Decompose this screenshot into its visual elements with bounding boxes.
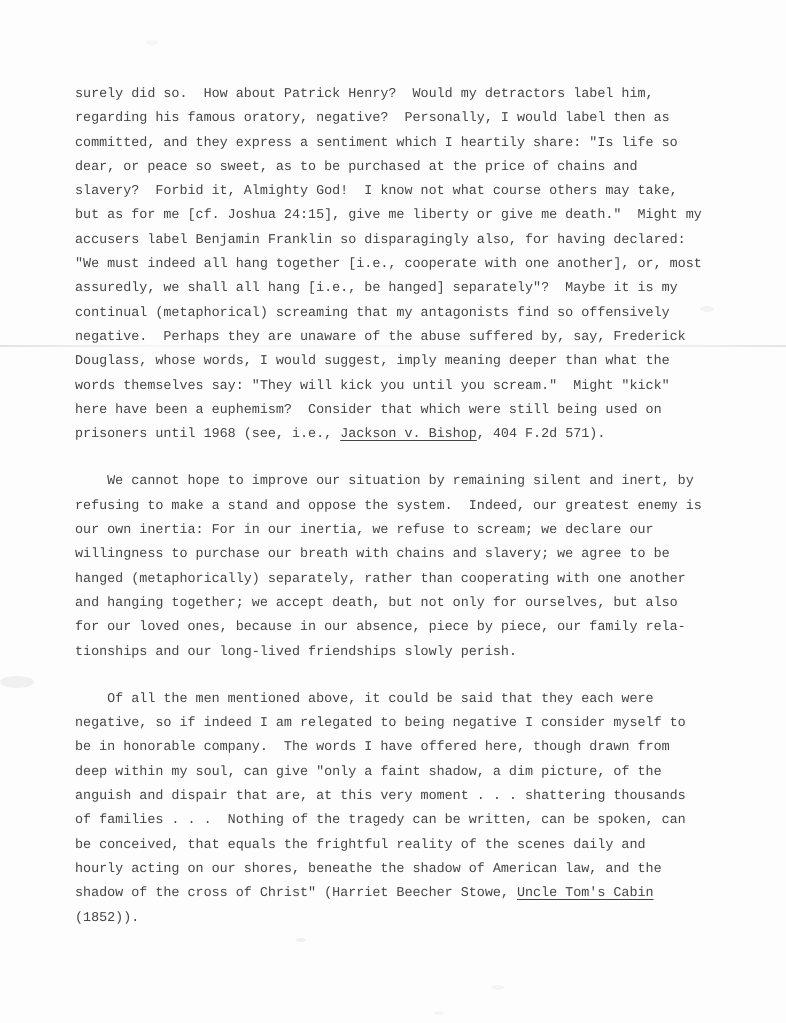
text-line — [75, 882, 755, 906]
text-line — [75, 180, 755, 204]
text-segment: hanged (metaphorically) separately, rather than cooperating with one another — [75, 571, 686, 587]
paragraph-1 — [75, 83, 755, 447]
text-segment: and hanging together; we accept death, but not only for ourselves, but also — [75, 595, 678, 611]
text-line — [75, 470, 755, 494]
text-line — [75, 858, 755, 882]
text-segment: be in honorable company. The words I have offered here, though drawn from — [75, 740, 670, 756]
text-line — [75, 253, 755, 277]
text-line — [75, 350, 755, 374]
text-line — [75, 736, 755, 760]
text-line — [75, 616, 755, 640]
underlined-citation: Jackson v. Bishop — [340, 427, 477, 443]
text-segment: surely did so. How about Patrick Henry? Would my detractors label him, — [75, 87, 654, 102]
text-segment: refusing to make a stand and oppose the system. Indeed, our greatest enemy is — [75, 498, 702, 514]
text-segment: shadow of the cross of Christ" (Harriet Beecher Stowe, — [75, 886, 517, 902]
text-line — [75, 641, 755, 665]
text-line — [75, 83, 755, 107]
text-line — [75, 834, 755, 858]
text-line — [75, 688, 755, 712]
text-line — [75, 277, 755, 301]
text-segment: words themselves say: "They will kick you until you scream." Might "kick" — [75, 378, 670, 394]
text-line — [75, 326, 755, 350]
text-line — [75, 592, 755, 616]
scan-smudge — [492, 985, 504, 990]
text-line — [75, 543, 755, 567]
scan-smudge — [0, 676, 34, 688]
text-segment: deep within my soul, can give "only a faint shadow, a dim picture, of the — [75, 764, 662, 780]
text-line — [75, 375, 755, 399]
text-line — [75, 229, 755, 253]
underlined-citation: Uncle Tom's Cabin — [516, 886, 654, 902]
text-segment: assuredly, we shall all hang [i.e., be hanged] separately"? Maybe it is my — [75, 281, 678, 297]
text-segment: for our loved ones, because in our absence, piece by piece, our family rela- — [75, 620, 686, 636]
scan-smudge — [146, 40, 158, 45]
text-line — [75, 107, 755, 131]
text-line — [75, 568, 755, 592]
text-line — [75, 132, 755, 156]
text-line — [75, 785, 755, 809]
text-line — [75, 204, 755, 228]
text-segment: Douglass, whose words, I would suggest, imply meaning deeper than what the — [75, 354, 670, 370]
text-line — [75, 809, 755, 833]
document-body — [75, 83, 755, 931]
text-segment: Of all the men mentioned above, it could be said that they each were — [75, 691, 654, 707]
text-segment: willingness to purchase our breath with chains and slavery; we agree to be — [75, 547, 670, 563]
scan-smudge — [434, 1011, 444, 1015]
text-segment: negative. Perhaps they are unaware of the abuse suffered by, say, Frederick — [75, 329, 686, 345]
text-line — [75, 712, 755, 736]
text-segment: "We must indeed all hang together [i.e., cooperate with one another], or, most — [75, 257, 702, 273]
paragraph-2 — [75, 470, 755, 664]
text-segment: , 404 F.2d 571). — [476, 427, 606, 443]
text-segment: regarding his famous oratory, negative? Personally, I would label then as — [75, 111, 670, 127]
text-line — [75, 302, 755, 326]
text-line — [75, 761, 755, 785]
text-segment: continual (metaphorical) screaming that my antagonists find so offensively — [75, 305, 670, 321]
text-segment: accusers label Benjamin Franklin so disparagingly also, for having declared: — [75, 232, 686, 248]
text-segment: negative, so if indeed I am relegated to being negative I consider myself to — [75, 716, 686, 732]
text-segment: tionships and our long-lived friendships slowly perish. — [75, 644, 517, 660]
text-segment: but as for me [cf. Joshua 24:15], give me liberty or give me death." Might my — [75, 208, 702, 224]
text-segment: committed, and they express a sentiment which I heartily share: "Is life so — [75, 135, 678, 151]
text-line — [75, 907, 755, 931]
text-line — [75, 399, 755, 423]
paragraph-3 — [75, 688, 755, 931]
scan-smudge — [296, 938, 306, 942]
text-segment: slavery? Forbid it, Almighty God! I know not what course others may take, — [75, 184, 678, 200]
text-line — [75, 495, 755, 519]
text-segment: We cannot hope to improve our situation by remaining silent and inert, by — [75, 474, 694, 490]
text-segment: anguish and dispair that are, at this very moment . . . shattering thousands — [75, 789, 686, 805]
text-segment: dear, or peace so sweet, as to be purchased at the price of chains and — [75, 159, 638, 175]
text-line — [75, 519, 755, 543]
text-segment: our own inertia: For in our inertia, we refuse to scream; we declare our — [75, 523, 654, 539]
text-line — [75, 156, 755, 180]
text-segment: of families . . . Nothing of the tragedy can be written, can be spoken, can — [75, 813, 686, 829]
text-segment: here have been a euphemism? Consider that which were still being used on — [75, 402, 662, 418]
text-segment: prisoners until 1968 (see, i.e., — [75, 427, 341, 443]
text-segment: (1852)). — [75, 910, 140, 926]
text-segment: be conceived, that equals the frightful reality of the scenes daily and — [75, 837, 646, 853]
text-line — [75, 423, 755, 447]
text-segment: hourly acting on our shores, beneathe the shadow of American law, and the — [75, 861, 662, 877]
